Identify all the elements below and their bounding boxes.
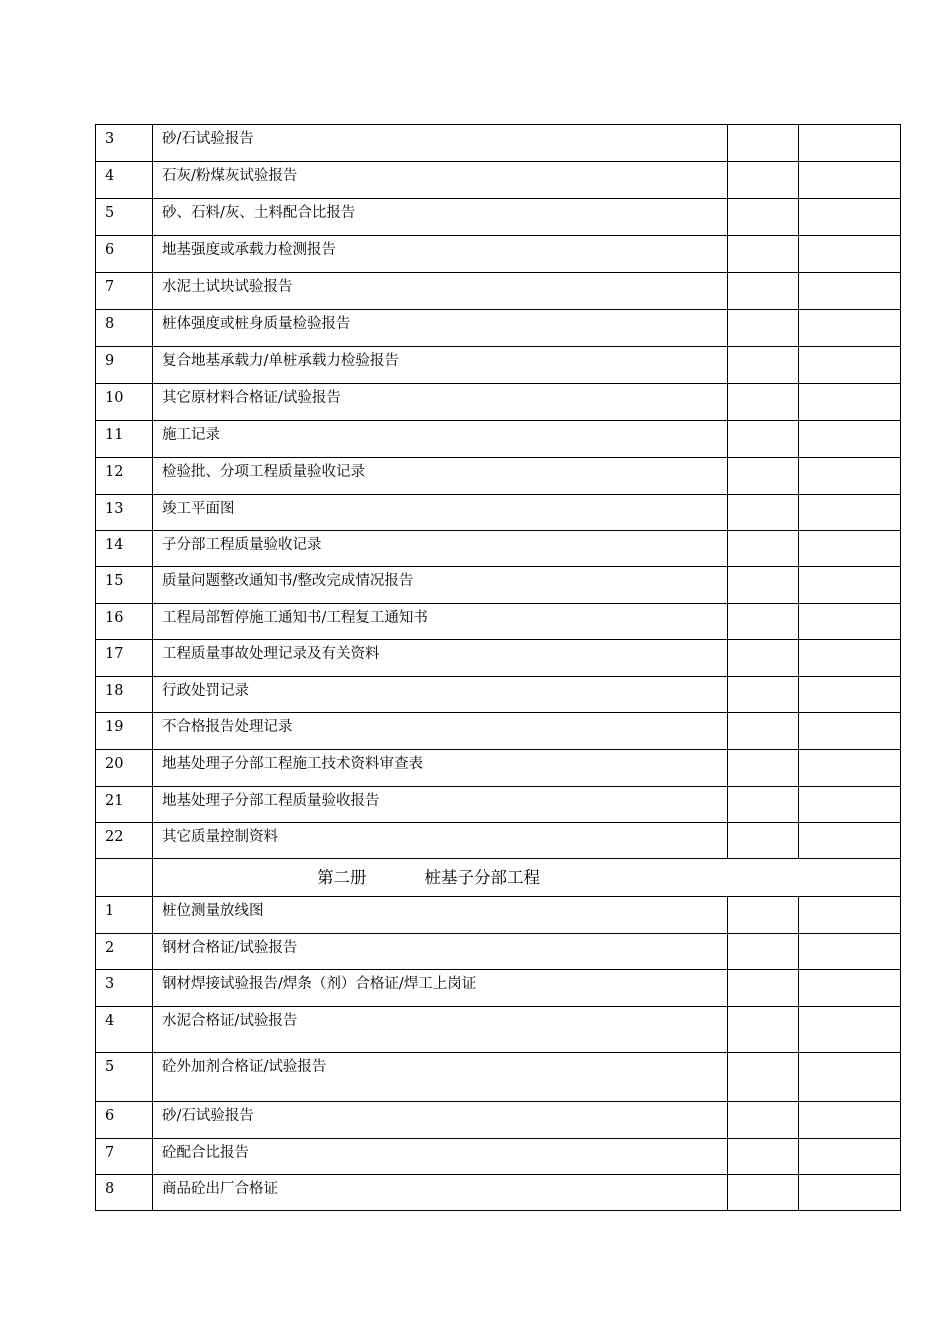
blank-cell: [799, 310, 901, 347]
item-number: 1: [96, 897, 153, 934]
blank-cell: [799, 273, 901, 310]
blank-cell: [799, 236, 901, 273]
table-row: [96, 421, 901, 458]
item-name: 砼配合比报告: [153, 1139, 728, 1175]
table-row: [96, 567, 901, 604]
item-name: 竣工平面图: [153, 495, 728, 531]
item-number: 2: [96, 934, 153, 970]
table-row: [96, 787, 901, 823]
table-row: [96, 310, 901, 347]
blank-cell: [799, 970, 901, 1007]
item-name: 砂/石试验报告: [153, 1102, 728, 1139]
blank-cell: [728, 677, 799, 713]
table-row: [96, 677, 901, 713]
item-name: 石灰/粉煤灰试验报告: [153, 162, 728, 199]
table-row: [96, 458, 901, 495]
table-row: [96, 640, 901, 677]
table-row: [96, 1175, 901, 1211]
item-name: 质量问题整改通知书/整改完成情况报告: [153, 567, 728, 604]
table-row: [96, 1102, 901, 1139]
table-row: [96, 1007, 901, 1053]
table-body: [96, 125, 901, 1211]
item-name: 地基处理子分部工程施工技术资料审查表: [153, 750, 728, 787]
item-number: 7: [96, 273, 153, 310]
item-name: 水泥合格证/试验报告: [153, 1007, 728, 1053]
blank-cell: [728, 713, 799, 750]
blank-cell: [799, 1102, 901, 1139]
blank-cell: [799, 677, 901, 713]
blank-cell: [728, 567, 799, 604]
item-name: 水泥土试块试验报告: [153, 273, 728, 310]
table-row: [96, 384, 901, 421]
item-name: 施工记录: [153, 421, 728, 458]
blank-cell: [728, 162, 799, 199]
item-number: 8: [96, 1175, 153, 1211]
blank-cell: [728, 273, 799, 310]
blank-cell: [728, 531, 799, 567]
item-name: 不合格报告处理记录: [153, 713, 728, 750]
item-number: 11: [96, 421, 153, 458]
blank-cell: [799, 1007, 901, 1053]
item-number: 10: [96, 384, 153, 421]
item-number: 20: [96, 750, 153, 787]
table-row: [96, 1139, 901, 1175]
item-name: 桩位测量放线图: [153, 897, 728, 934]
item-number: 15: [96, 567, 153, 604]
item-number: 13: [96, 495, 153, 531]
blank-cell: [728, 1007, 799, 1053]
table-row: [96, 495, 901, 531]
table-row: [96, 162, 901, 199]
section-header-row: [96, 859, 901, 897]
item-name: 其它质量控制资料: [153, 823, 728, 859]
section-title: [153, 859, 901, 897]
table-row: [96, 897, 901, 934]
blank-cell: [799, 567, 901, 604]
table-row: [96, 970, 901, 1007]
blank-cell: [799, 1139, 901, 1175]
blank-cell: [728, 823, 799, 859]
item-number: 7: [96, 1139, 153, 1175]
item-number: 18: [96, 677, 153, 713]
blank-cell: [799, 823, 901, 859]
blank-cell: [728, 897, 799, 934]
blank-cell: [728, 1053, 799, 1102]
item-name: 钢材合格证/试验报告: [153, 934, 728, 970]
item-number: 21: [96, 787, 153, 823]
blank-cell: [728, 236, 799, 273]
blank-cell: [799, 458, 901, 495]
table-row: [96, 934, 901, 970]
blank-cell: [728, 125, 799, 162]
table-row: [96, 273, 901, 310]
blank-cell: [799, 934, 901, 970]
blank-cell: [799, 640, 901, 677]
blank-cell: [728, 787, 799, 823]
blank-cell: [728, 199, 799, 236]
table-row: [96, 750, 901, 787]
blank-cell: [728, 604, 799, 640]
blank-cell: [728, 495, 799, 531]
blank-cell: [799, 750, 901, 787]
item-name: 其它原材料合格证/试验报告: [153, 384, 728, 421]
blank-cell: [728, 310, 799, 347]
item-name: 行政处罚记录: [153, 677, 728, 713]
item-number: 14: [96, 531, 153, 567]
blank-cell: [799, 531, 901, 567]
item-number: 19: [96, 713, 153, 750]
item-name: 检验批、分项工程质量验收记录: [153, 458, 728, 495]
item-name: 商品砼出厂合格证: [153, 1175, 728, 1211]
document-table: [95, 124, 901, 1211]
blank-cell: [728, 421, 799, 458]
blank-cell: [728, 970, 799, 1007]
item-name: 工程局部暂停施工通知书/工程复工通知书: [153, 604, 728, 640]
item-number: 9: [96, 347, 153, 384]
blank-cell: [728, 1102, 799, 1139]
item-number: 3: [96, 125, 153, 162]
item-name: 钢材焊接试验报告/焊条（剂）合格证/焊工上岗证: [153, 970, 728, 1007]
item-name: 地基强度或承载力检测报告: [153, 236, 728, 273]
blank-cell: [728, 458, 799, 495]
item-number: 6: [96, 1102, 153, 1139]
blank-cell: [728, 934, 799, 970]
item-name: 砂/石试验报告: [153, 125, 728, 162]
blank-cell: [728, 750, 799, 787]
table-row: [96, 604, 901, 640]
item-number: 4: [96, 1007, 153, 1053]
blank-cell: [799, 347, 901, 384]
table-row: [96, 125, 901, 162]
item-number: 3: [96, 970, 153, 1007]
item-number: 12: [96, 458, 153, 495]
blank-cell: [799, 604, 901, 640]
table-row: [96, 823, 901, 859]
item-name: 地基处理子分部工程质量验收报告: [153, 787, 728, 823]
blank-cell: [799, 713, 901, 750]
item-number: 5: [96, 1053, 153, 1102]
blank-cell: [728, 1139, 799, 1175]
item-number: 4: [96, 162, 153, 199]
section-name: 桩基子分部工程: [424, 867, 540, 887]
blank-cell: [799, 787, 901, 823]
blank-cell: [799, 1053, 901, 1102]
blank-cell: [728, 384, 799, 421]
item-name: 复合地基承载力/单桩承载力检验报告: [153, 347, 728, 384]
blank-cell: [728, 1175, 799, 1211]
blank-cell: [96, 859, 153, 897]
table-row: [96, 347, 901, 384]
item-number: 5: [96, 199, 153, 236]
blank-cell: [799, 421, 901, 458]
blank-cell: [799, 199, 901, 236]
table-row: [96, 713, 901, 750]
item-number: 6: [96, 236, 153, 273]
blank-cell: [728, 640, 799, 677]
table-row: [96, 199, 901, 236]
blank-cell: [799, 897, 901, 934]
item-number: 22: [96, 823, 153, 859]
item-name: 工程质量事故处理记录及有关资料: [153, 640, 728, 677]
blank-cell: [728, 347, 799, 384]
item-name: 桩体强度或桩身质量检验报告: [153, 310, 728, 347]
table-row: [96, 531, 901, 567]
item-name: 砂、石料/灰、土料配合比报告: [153, 199, 728, 236]
table-row: [96, 1053, 901, 1102]
item-number: 17: [96, 640, 153, 677]
item-number: 16: [96, 604, 153, 640]
blank-cell: [799, 384, 901, 421]
section-title-text: [153, 869, 540, 887]
blank-cell: [799, 125, 901, 162]
blank-cell: [799, 495, 901, 531]
volume-label: 第二册: [317, 867, 367, 887]
table-row: [96, 236, 901, 273]
blank-cell: [799, 1175, 901, 1211]
item-number: 8: [96, 310, 153, 347]
item-name: 子分部工程质量验收记录: [153, 531, 728, 567]
blank-cell: [799, 162, 901, 199]
item-name: 砼外加剂合格证/试验报告: [153, 1053, 728, 1102]
